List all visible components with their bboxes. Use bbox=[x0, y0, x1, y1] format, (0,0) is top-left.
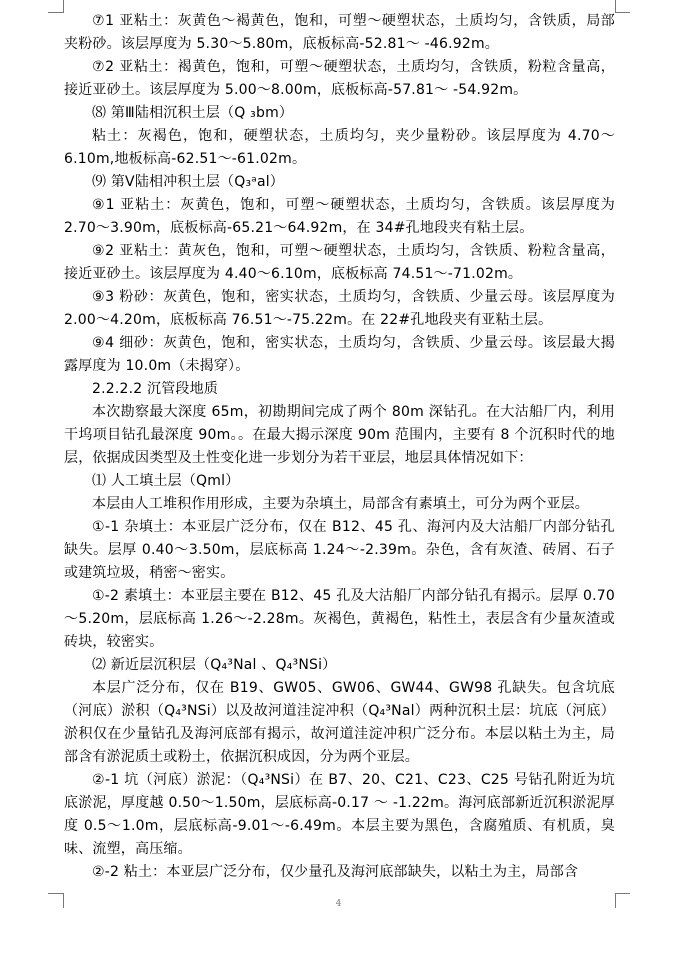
paragraph-survey-overview: 本次勘察最大深度 65m，初勘期间完成了两个 80m 深钻孔。在大沽船厂内，利用干坞项目钻孔最深度 90m。。在最大揭示深度 90m 范围内，主要有 8 个沉积时代的地层，依据成因类型及土性变化进一步划分为若干亚层，地层具体情况如下： bbox=[64, 404, 615, 466]
paragraph-2-1-silt: ②-1 坑（河底）淤泥：（Q₄³NSi）在 B7、20、C21、C23、C25 号钻孔附近为坑底淤泥，厚度越 0.50～1.50m，层底标高-0.17 ～ -1.22m。海河底部新近沉积淤泥厚度 0.5～1.0m，层底标高-9.01～-6.49m。本层主要为黑色，含腐殖质、有机质，臭味、流塑，高压缩。 bbox=[64, 772, 615, 857]
heading-recent-deposits: ⑵ 新近层沉积层（Q₄³Nal 、Q₄³NSi） bbox=[92, 657, 337, 673]
page-number: 4 bbox=[335, 899, 342, 909]
paragraph-7-1-silty-clay: ⑦1 亚粘土：灰黄色～褐黄色，饱和，可塑～硬塑状态，土质均匀，含铁质，局部夹粉砂。该层厚度为 5.30～5.80m，底板标高-52.81～ -46.92m。 bbox=[64, 13, 615, 52]
paragraph-fill-layer: 本层由人工堆积作用形成，主要为杂填土，局部含有素填土，可分为两个亚层。 bbox=[92, 496, 589, 512]
heading-layer-9: ⑼ 第Ⅴ陆相冲积土层（Q₃ᵃal） bbox=[92, 174, 285, 190]
section-heading-2-2-2-2: 2.2.2.2 沉管段地质 bbox=[92, 381, 219, 397]
crop-mark-top-left-h bbox=[48, 12, 63, 13]
paragraph-9-3-silty-sand: ⑨3 粉砂：灰黄色，饱和，密实状态，土质均匀，含铁质、少量云母。该层厚度为 2.00～4.20m，底板标高 76.51～-75.22m。在 22#孔地段夹有亚粘土层。 bbox=[64, 289, 615, 328]
paragraph-1-1-miscellaneous-fill: ①-1 杂填土：本亚层广泛分布，仅在 B12、45 孔、海河内及大沽船厂内部分钻孔缺失。层厚 0.40～3.50m，层底标高 1.24～-2.39m。杂色，含有灰渣、砖屑、石子或建筑垃圾，稍密～密实。 bbox=[64, 519, 615, 581]
paragraph-9-2-silty-clay: ⑨2 亚粘土：黄灰色，饱和，可塑～硬塑状态，土质均匀，含铁质、粉粒含量高，接近亚砂土。该层厚度为 4.40～6.10m，底板标高 74.51～-71.02m。 bbox=[64, 243, 615, 282]
paragraph-9-1-silty-clay: ⑨1 亚粘土：灰黄色，饱和，可塑～硬塑状态，土质均匀，含铁质。该层厚度为 2.70～3.90m，底板标高-65.21～64.92m，在 34#孔地段夹有粘土层。 bbox=[64, 197, 615, 236]
heading-fill-layer: ⑴ 人工填土层（Qml） bbox=[92, 473, 240, 489]
paragraph-2-2-clay: ②-2 粘土：本亚层广泛分布，仅少量孔及海河底部缺失，以粘土为主，局部含 bbox=[92, 864, 579, 880]
crop-mark-bottom-left-h bbox=[48, 893, 63, 894]
paragraph-9-4-fine-sand: ⑨4 细砂：灰黄色，饱和，密实状态，土质均匀，含铁质、少量云母。该层最大揭露厚度为 10.0m（未揭穿）。 bbox=[64, 335, 615, 374]
heading-layer-8: ⑻ 第Ⅲ陆相沉积土层（Q ₃bm） bbox=[92, 105, 294, 121]
paragraph-7-2-silty-clay: ⑦2 亚粘土：褐黄色，饱和，可塑～硬塑状态，土质均匀，含铁质，粉粒含量高，接近亚砂土。该层厚度为 5.00～8.00m，底板标高-57.81～ -54.92m。 bbox=[64, 59, 615, 98]
paragraph-recent-deposits: 本层广泛分布，仅在 B19、GW05、GW06、GW44、GW98 孔缺失。包含坑底（河底）淤积（Q₄³NSi）以及故河道洼淀冲积（Q₄³Nal）两种沉积土层：坑底（河底）淤积仅在少量钻孔及海河底部有揭示，故河道洼淀冲积广泛分布。本层以粘土为主，局部含有淤泥质土或粉土，依据沉积成因，分为两个亚层。 bbox=[64, 680, 615, 765]
paragraph-layer-8-clay: 粘土：灰褐色，饱和，硬塑状态，土质均匀，夹少量粉砂。该层厚度为 4.70～6.10m,地板标高-62.51～-61.02m。 bbox=[64, 128, 615, 167]
body-text bbox=[64, 10, 615, 884]
paragraph-1-2-plain-fill: ①-2 素填土：本亚层主要在 B12、45 孔及大沽船厂内部分钻孔有揭示。层厚 0.70～5.20m，层底标高 1.26～-2.28m。灰褐色，黄褐色，粘性土，表层含有少量灰渣或砖块，较密实。 bbox=[64, 588, 615, 650]
crop-mark-top-right-h bbox=[615, 12, 630, 13]
crop-mark-bottom-right-h bbox=[615, 893, 630, 894]
crop-mark-top-right-v bbox=[615, 0, 616, 13]
